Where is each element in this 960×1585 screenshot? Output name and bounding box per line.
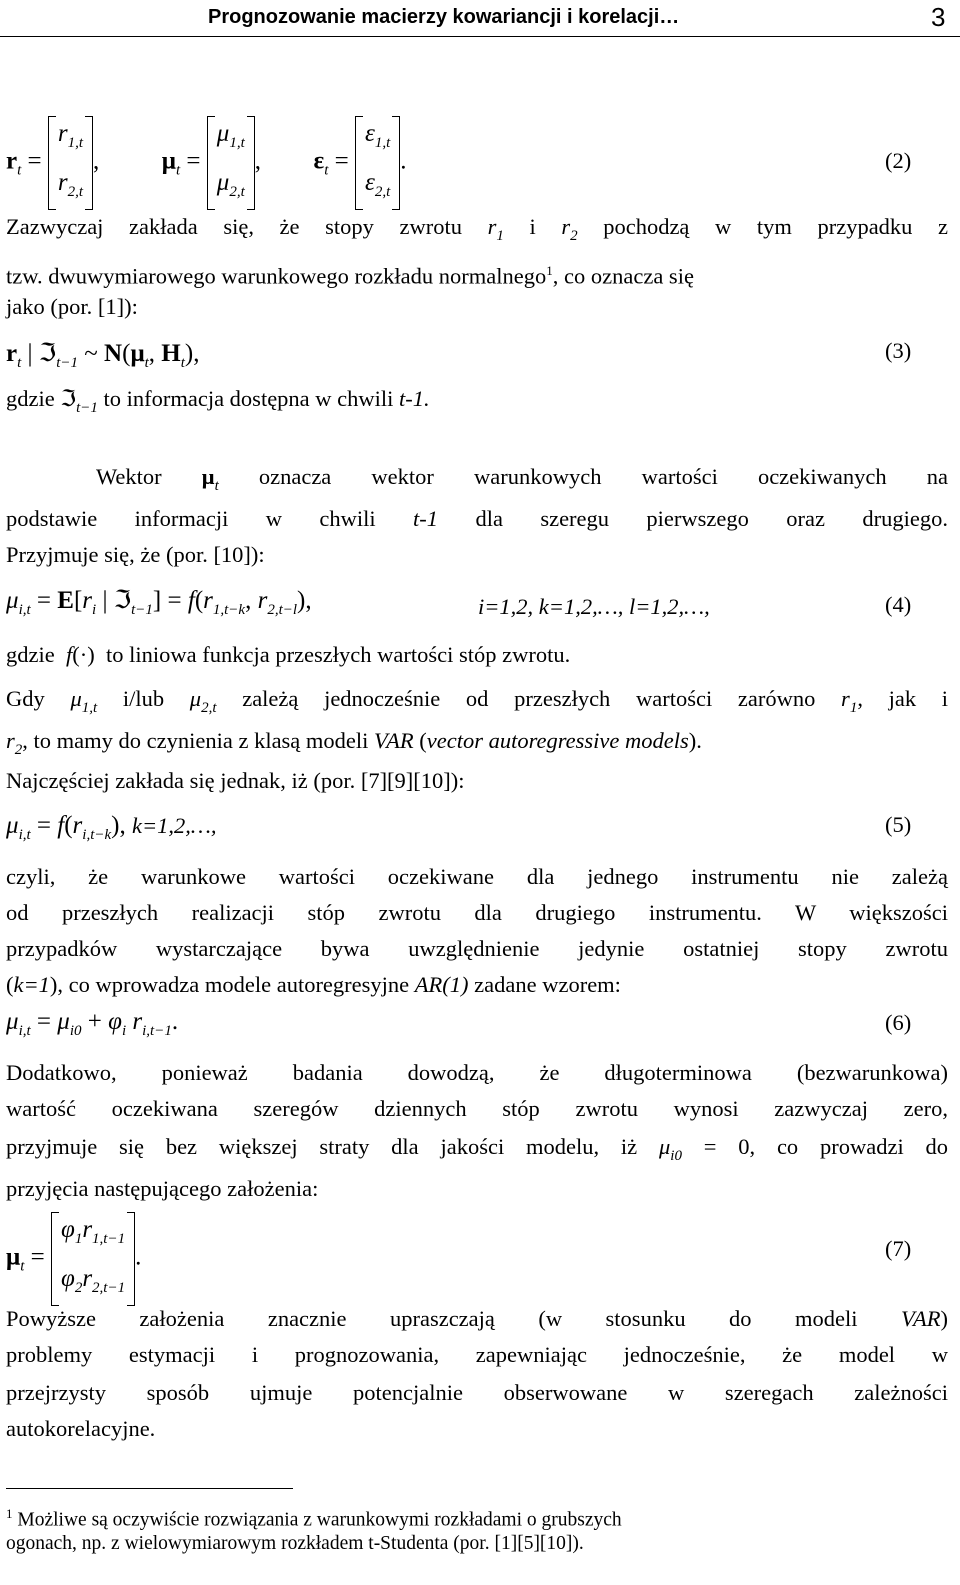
paragraph-1-line-2: tzw. dwuwymiarowego warunkowego rozkładu normalnego$^1$, co oznacza się <box>6 263 694 289</box>
equation-4-number: (4) <box>885 592 912 617</box>
matrix-phi-r: $\varphi_1r_{1,t-1}$ $\varphi_2r_{2,t-1}$ <box>51 1210 135 1308</box>
equation-2: $r_t$ = $r_{1,t}$ $r_{2,t}$ , $\mu_t$ = $\mu_{1,t}$ $\mu_{2,t}$ , $\varepsilon_t$ = $\varepsilon_{1,t}$ $\varepsilon_{2,t}$ . <box>6 114 407 212</box>
paragraph-6-line-2: problemy estymacji i prognozowania, zapewniając jednocześnie, że model w <box>6 1342 948 1367</box>
equation-7-number: (7) <box>885 1236 912 1261</box>
equation-3: $r_t$ | ℑ$_{t-1}$ ~ $N(\mu_t$, $H_t$), <box>6 340 200 371</box>
running-header <box>0 0 960 38</box>
paragraph-2-line-1: Wektor $\mu_t$ oznacza wektor warunkowych wartości oczekiwanych na <box>96 464 948 494</box>
equation-7: $\mu_t$ = $\varphi_1r_{1,t-1}$ $\varphi_2r_{2,t-1}$ . <box>6 1210 141 1308</box>
footnote-rule <box>6 1488 293 1489</box>
gdzie-line-1: gdzie ℑ$_{t-1}$ to informacja dostępna w chwili t-1. <box>6 386 430 416</box>
matrix-r: $r_{1,t}$ $r_{2,t}$ <box>48 114 93 212</box>
header-rule <box>0 36 960 37</box>
page-number: 3 <box>931 2 946 32</box>
equation-4-conditions: i=1,2, k=1,2,…, l=1,2,…, <box>478 594 710 619</box>
matrix-epsilon: $\varepsilon_{1,t}$ $\varepsilon_{2,t}$ <box>355 114 400 212</box>
equation-5: $\mu_{i,t} = f(r_{i,t-k})$, k=1,2,…, <box>6 812 217 843</box>
gdzie-line-2: gdzie f(·) to liniowa funkcja przeszłych wartości stóp zwrotu. <box>6 642 571 667</box>
paragraph-5-line-1: Dodatkowo, ponieważ badania dowodzą, że długoterminowa (bezwarunkowa) <box>6 1060 948 1085</box>
footnote-line-2: ogonach, np. z wielowymiarowym rozkładem t-Studenta (por. [1][5][10]). <box>6 1533 584 1554</box>
equation-6-number: (6) <box>885 1010 912 1035</box>
footnote-line-1: $^1$ Możliwe są oczywiście rozwiązania z warunkowymi rozkładami o grubszych <box>6 1506 622 1531</box>
footnote-ref: 1 <box>546 263 553 278</box>
paragraph-1-line-1: Zazwyczaj zakłada się, że stopy zwrotu $r_1$ i $r_2$ pochodzą w tym przypadku z <box>6 214 949 244</box>
paragraph-6-line-4: autokorelacyjne. <box>6 1416 156 1441</box>
matrix-mu: $\mu_{1,t}$ $\mu_{2,t}$ <box>207 114 255 212</box>
paragraph-5-line-2: wartość oczekiwana szeregów dziennych stóp zwrotu wynosi zazwyczaj zero, <box>6 1096 948 1121</box>
paragraph-2-line-2: podstawie informacji w chwili t-1 dla szeregu pierwszego oraz drugiego. <box>6 506 949 531</box>
paragraph-5-line-3: przyjmuje się bez większej straty dla jakości modelu, iż $\mu_{i0} = 0$, co prowadzi do <box>6 1134 949 1164</box>
paragraph-3-line-1: Gdy $\mu_{1,t}$ i/lub $\mu_{2,t}$ zależą jednocześnie od przeszłych wartości zarówno $r_1$, jak i <box>6 686 949 716</box>
paragraph-4-line-4: (k=1), co wprowadza modele autoregresyjne AR(1) zadane wzorem: <box>6 972 621 997</box>
equation-6: $\mu_{i,t} = \mu_{i0} + \varphi_i$ $r_{i,t-1}$. <box>6 1008 179 1039</box>
equation-3-number: (3) <box>885 338 912 363</box>
equation-2-number: (2) <box>885 148 912 173</box>
paragraph-5-line-4: przyjęcia następującego założenia: <box>6 1176 319 1201</box>
paragraph-1-line-3: jako (por. [1]): <box>6 294 138 319</box>
paragraph-4-line-1: czyli, że warunkowe wartości oczekiwane dla jednego instrumentu nie zależą <box>6 864 948 889</box>
paragraph-3-line-3: Najczęściej zakłada się jednak, iż (por. [7][9][10]): <box>6 768 465 793</box>
paragraph-4-line-3: przypadków wystarczające bywa uwzględnienie jedynie ostatniej stopy zwrotu <box>6 936 948 961</box>
equation-5-number: (5) <box>885 812 912 837</box>
running-title: Prognozowanie macierzy kowariancji i korelacji… <box>208 6 680 28</box>
paragraph-3-line-2: $r_2$, to mamy do czynienia z klasą modeli VAR (vector autoregressive models). <box>6 728 702 758</box>
equation-4: $\mu_{i,t} = E[r_i$ | ℑ$_{t-1}$] = $f(r_{1,t-k}$, $r_{2,t-l}$), <box>6 587 312 618</box>
paragraph-6-line-1: Powyższe założenia znacznie upraszczają (w stosunku do modeli VAR) <box>6 1306 949 1331</box>
paragraph-2-line-3: Przyjmuje się, że (por. [10]): <box>6 542 265 567</box>
paragraph-4-line-2: od przeszłych realizacji stóp zwrotu dla drugiego instrumentu. W większości <box>6 900 948 925</box>
paragraph-6-line-3: przejrzysty sposób ujmuje potencjalnie obserwowane w szeregach zależności <box>6 1380 948 1405</box>
